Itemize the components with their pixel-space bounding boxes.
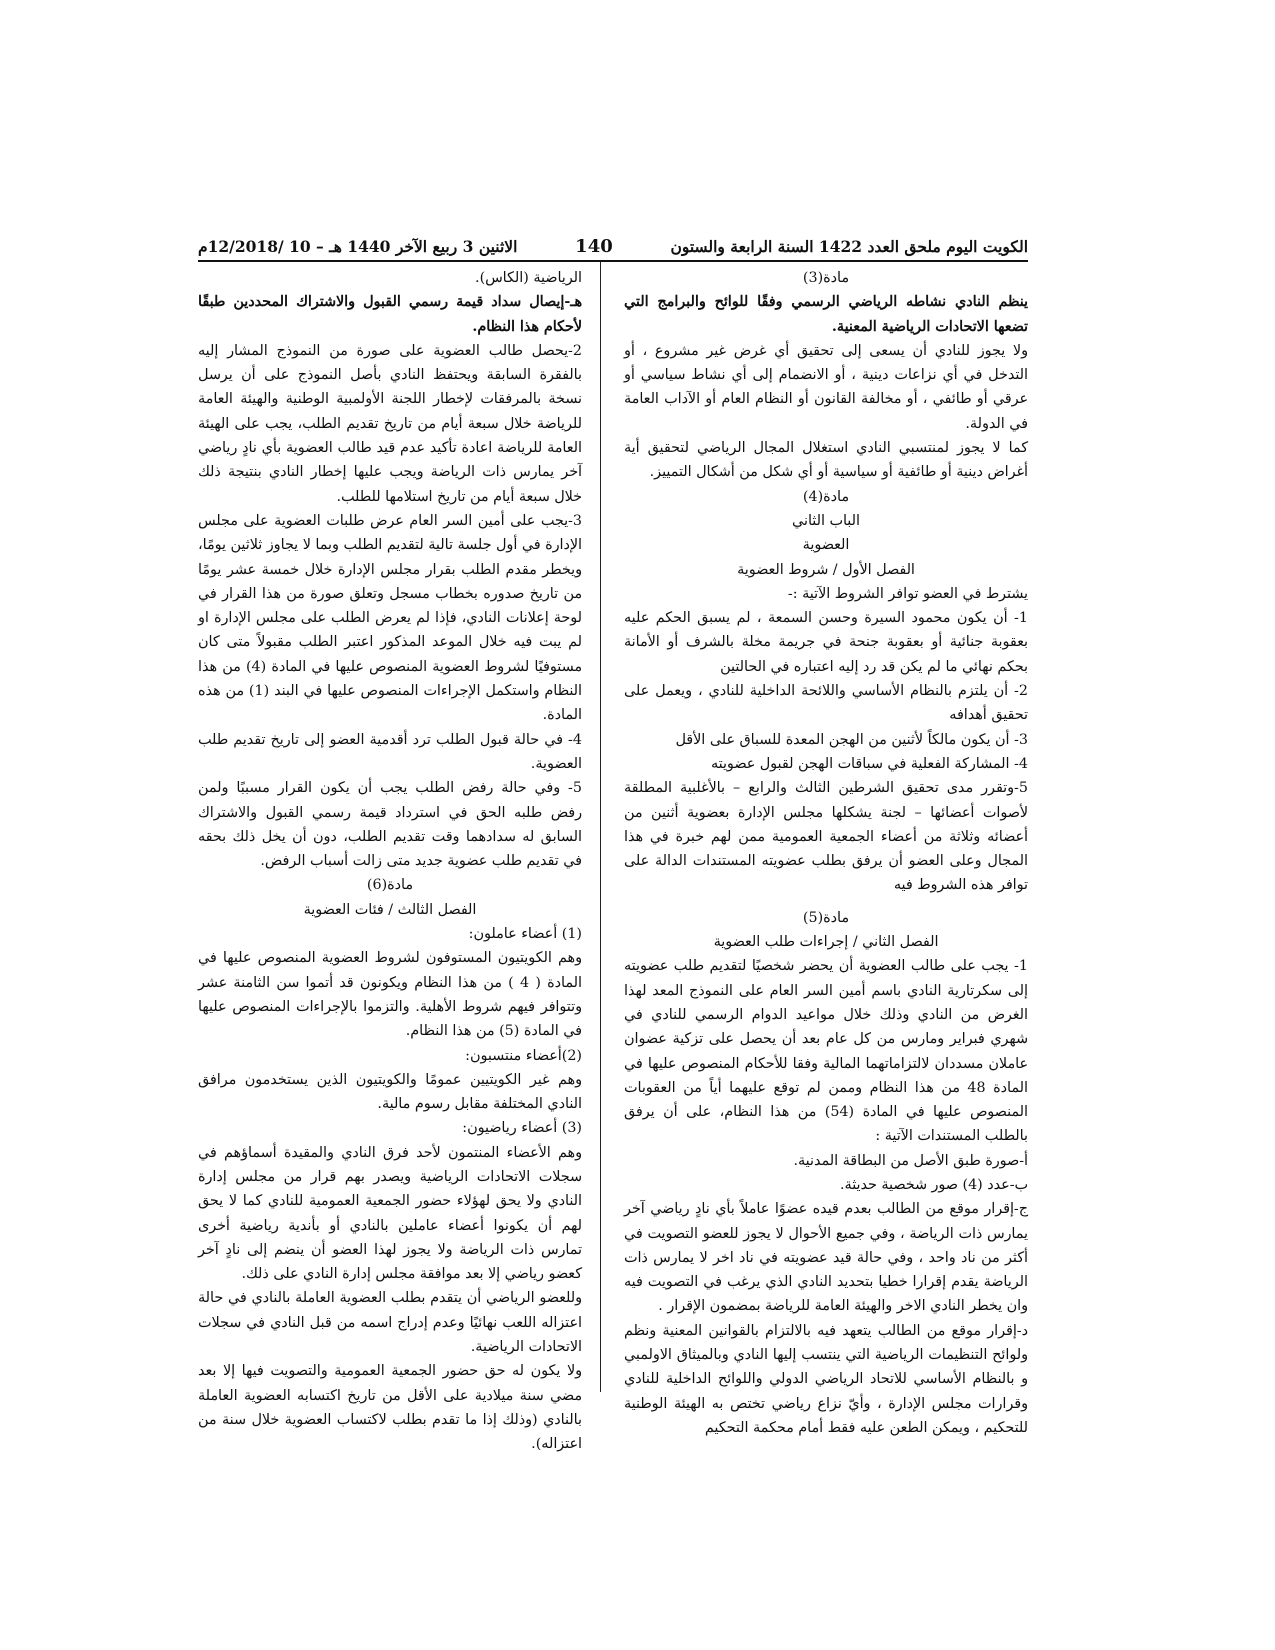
document-item: هـ-إيصال سداد قيمة رسمي القبول والاشتراك المحددين طبقًا لأحكام هذا النظام. [198,294,582,335]
document-item: أ-صورة طبق الأصل من البطاقة المدنية. [793,1152,1028,1169]
document-item: ج-إقرار موقع من الطالب بعدم قيده عضوًا عاملاً بأي نادٍ رياضي آخر يمارس ذات الرياضة ، وفي جميع الأحوال لا يجوز للعضو التصويت في أكثر من ناد واحد ، وفي حالة قيد عضويته في ناد اخر لا يمارس ذات الرياضة يقدم إقرارا خطيا بتحديد النادي الذي يرغب في التصويت فيه وان يخطر النادي الاخر والهيئة العامة للرياضة بمضمون الإقرار . [624,1201,1028,1315]
procedure-item: 5- وفي حالة رفض الطلب يجب أن يكون القرار مسببًا ولمن رفض طلبه الحق في استرداد قيمة رسمي القبول والاشتراك السابق له سدادهما وقت تقديم الطلب، دون أن يخل ذلك بحقه في تقديم طلب عضوية جديد متى زالت أسباب الرفض. [198,780,582,870]
right-column [624,266,1028,1440]
procedure-item: 3-يجب على أمين السر العام عرض طلبات العضوية على مجلس الإدارة في أول جلسة تالية لتقديم الطلب وبما لا يجاوز ثلاثين يومًا، ويخطر مقدم الطلب بقرار مجلس الإدارة خلال خمسة عشر يومًا من تاريخ صدوره بخطاب مسجل وتعلق صورة من هذا القرار في لوحة إعلانات النادي، فإذا لم يعرض الطلب على مجلس الإدارة او لم يبت فيه خلال الموعد المذكور اعتبر الطلب مقبولاً متى كان مستوفيًا لشروط العضوية المنصوص عليها في المادة (4) من هذا النظام واستكمل الإجراءات المنصوص عليها في البند (1) من هذه المادة. [198,512,583,724]
paragraph: الرياضية (الكاس). [475,270,582,286]
paragraph: ولا يجوز للنادي أن يسعى إلى تحقيق أي غرض غير مشروع ، أو التدخل في أي نزاعات دينية ، أو الانضمام إلى أي نشاط سياسي أو عرقي أو طائفي ، أو مخالفة القانون أو النظام العام أو الآداب العامة في الدولة. [624,342,1028,432]
chapter-title: الفصل الثاني / إجراءات طلب العضوية [713,934,939,951]
paragraph: وهم غير الكويتيين عمومًا والكويتيون الذين يستخدمون مرافق النادي المختلفة مقابل رسوم مالية. [198,1071,582,1113]
part-title: الباب الثاني [792,512,860,529]
header-rule [198,260,1028,262]
paragraph: وللعضو الرياضي أن يتقدم بطلب العضوية العاملة بالنادي في حالة اعتزاله اللعب نهائيًا وعدم إدراج اسمه من قبل النادي في سجلات الاتحادات الرياضية. [198,1290,582,1356]
category-title: (2)أعضاء منتسبون: [465,1047,582,1064]
chapter-title: الفصل الأول / شروط العضوية [737,561,915,578]
condition-item: 1- أن يكون محمود السيرة وحسن السمعة ، لم يسبق الحكم عليه بعقوبة جنائية أو بعقوبة جنحة في جريمة مخلة بالشرف أو الأمانة بحكم نهائي ما لم يكن قد رد إليه اعتباره في الحالتين [624,610,1028,675]
paragraph: ولا يكون له حق حضور الجمعية العمومية والتصويت فيها إلا بعد مضي سنة ميلادية على الأقل من تاريخ اكتسابه العضوية العاملة بالنادي (وذلك إذا ما تقدم بطلب لاكتساب العضوية خلال سنة من اعتزاله). [198,1363,582,1453]
chapter-title: الفصل الثالث / فئات العضوية [303,901,477,918]
paragraph: كما لا يجوز لمنتسبي النادي استغلال المجال الرياضي لتحقيق أية أغراض دينية أو طائفية أو سياسية أو أي شكل من أشكال التمييز. [624,440,1028,481]
paragraph: وهم الكويتيون المستوفون لشروط العضوية المنصوص عليها في المادة ( 4 ) من هذا النظام ويكونون قد أتموا سن الثامنة عشر وتتوافر فيهم شروط الأهلية. والتزموا بالإجراءات المنصوص عليها في المادة (5) من هذا النظام. [198,950,582,1040]
category-title: (3) أعضاء رياضيون: [462,1120,582,1137]
section-title: العضوية [802,537,850,554]
article-4-title: مادة(4) [802,488,850,505]
article-6-title: مادة(6) [366,877,414,894]
page-number: 140 [575,235,613,257]
procedure-item: 2-يحصل طالب العضوية على صورة من النموذج المشار إليه بالفقرة السابقة ويحتفظ النادي بأصل النموذج على أن يرسل نسخة بالمرفقات لإخطار اللجنة الأولمبية الوطنية والهيئة العامة للرياضة خلال سبعة أيام من تاريخ تقديم الطلب، يجب على الهيئة العامة للرياضة اعادة تأكيد عدم قيد طالب العضوية بأي نادٍ رياضي آخر يمارس ذات الرياضة ويجب عليها إخطار النادي بنتيجة ذلك خلال سبعة أيام من تاريخ استلامها للطلب. [198,342,582,505]
issue-date: الاثنين 3 ربيع الآخر 1440 هـ – 10 /12/2018م [198,236,518,256]
condition-item: 4- المشاركة الفعلية في سباقات الهجن لقبول عضويته [710,755,1028,772]
document-item: ب-عدد (4) صور شخصية حديثة. [839,1176,1028,1193]
document-item: د-إقرار موقع من الطالب يتعهد فيه بالالتزام بالقوانين المعنية ونظم ولوائح التنظيمات الرياضية التي ينتسب إليها النادي وبالميثاق الاولمبي و بالنظام الأساسي للاتحاد الرياضي الدولي واللوائح الداخلية للنادي وقرارات مجلس الإدارة ، وأيّ نزاع رياضي تختص به الهيئة الوطنية للتحكيم ، ويمكن الطعن عليه فقط أمام محكمة التحكيم [624,1322,1028,1436]
procedure-item: 4- في حالة قبول الطلب ترد أقدمية العضو إلى تاريخ تقديم طلب العضوية. [198,731,582,772]
article-3-title: مادة(3) [802,270,850,286]
left-column [198,266,582,1457]
paragraph: وهم الأعضاء المنتمون لأحد فرق النادي والمقيدة أسماؤهم في سجلات الاتحادات الرياضية ويصدر بهم قرار من مجلس إدارة النادي ولا يحق لهؤلاء حضور الجمعية العمومية للنادي كما لا يحق لهم أن يكونوا أعضاء عاملين بالنادي أو بأندية رياضية أخرى تمارس ذات الرياضة ولا يجوز لهذا العضو أن ينضم إلى نادٍ آخر كعضو رياضي إلا بعد موافقة مجلس إدارة النادي على ذلك. [198,1144,582,1283]
page-header [198,233,1028,259]
paragraph: يشترط في العضو توافر الشروط الآتية :- [787,585,1028,602]
column-divider [600,262,601,1392]
procedure-item: 1- يجب على طالب العضوية أن يحضر شخصيًا لتقديم طلب عضويته إلى سكرتارية النادي باسم أمين السر العام على النموذج المعد لهذا الغرض من النادي وذلك خلال مواعيد الدوام الرسمي للنادي في شهري فبراير ومارس من كل عام بعد أن يحصل على تزكية عضوان عاملان مسددان لالتزاماتهما المالية وفقا للأحكام المنصوص عليها في المادة 48 من هذا النظام وممن لم توقع عليهما أياً من العقوبات المنصوص عليها في المادة (54) من هذا النظام، على أن يرفق بالطلب المستندات الآتية : [624,958,1028,1145]
paragraph: ينظم النادي نشاطه الرياضي الرسمي وفقًا للوائح والبرامج التي تضعها الاتحادات الرياضية المعنية. [624,294,1028,335]
condition-item: 2- أن يلتزم بالنظام الأساسي واللائحة الداخلية للنادي ، ويعمل على تحقيق أهدافه [624,683,1028,724]
condition-item: 3- أن يكون مالكاً لأثنين من الهجن المعدة للسباق على الأقل [675,731,1028,748]
article-5-title: مادة(5) [802,909,850,926]
condition-item: 5-وتقرر مدى تحقيق الشرطين الثالث والرابع – بالأغلبية المطلقة لأصوات أعضائها – لجنة يشكلها مجلس الإدارة بعضوية أثنين من أعضائه وثلاثة من أعضاء الجمعية العمومية ممن لهم خبرة في هذا المجال وعلى العضو أن يرفق بطلب عضويته المستندات الدالة على توافر هذه الشروط فيه [624,780,1028,894]
category-title: (1) أعضاء عاملون: [468,926,582,943]
gazette-title: الكويت اليوم ملحق العدد 1422 السنة الرابعة والستون [670,236,1028,256]
